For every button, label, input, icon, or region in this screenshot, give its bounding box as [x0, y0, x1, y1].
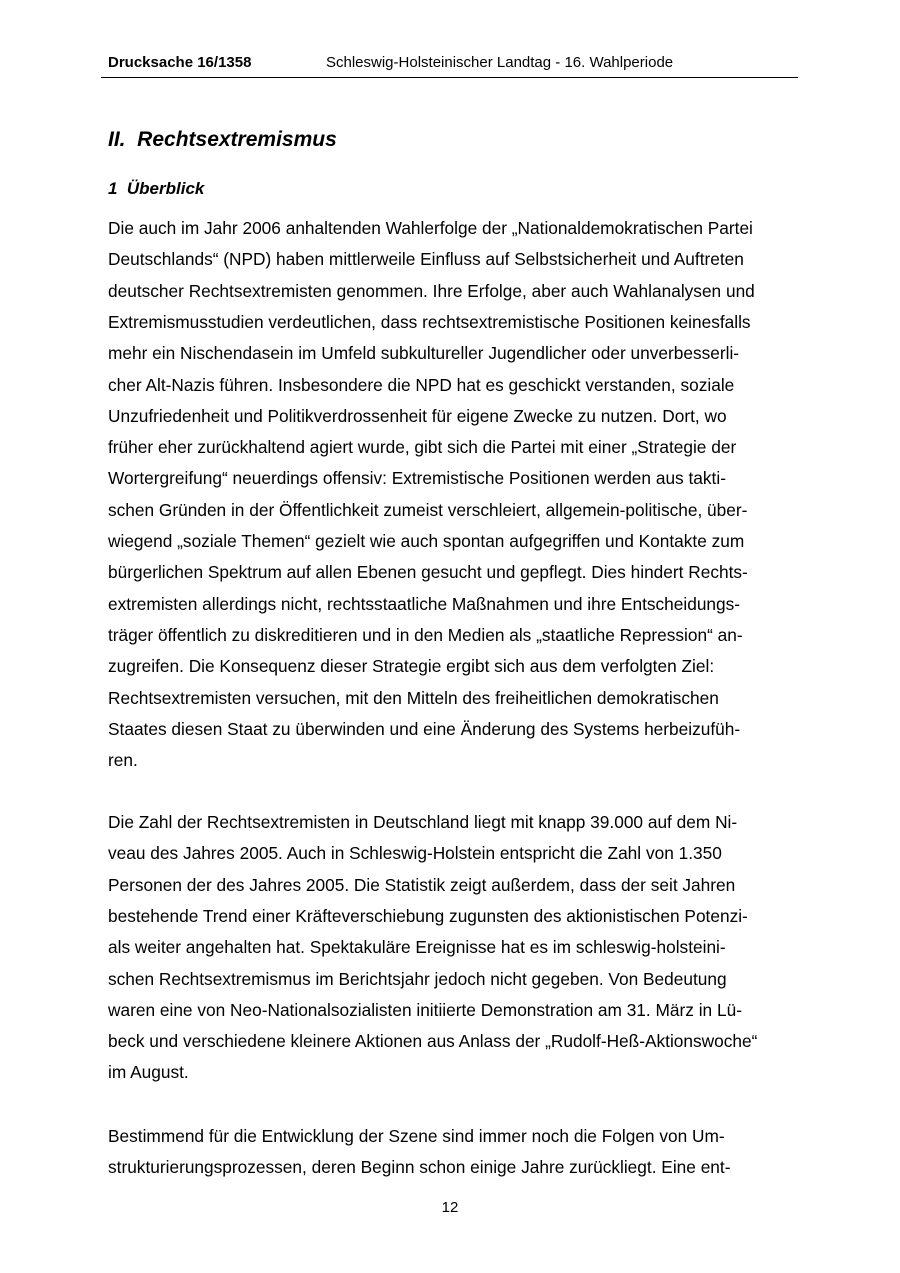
- body-line: bürgerlichen Spektrum auf allen Ebenen gesucht und gepflegt. Dies hindert Rechts-: [108, 562, 748, 583]
- body-line: deutscher Rechtsextremisten genommen. Ihre Erfolge, aber auch Wahlanalysen und: [108, 280, 755, 301]
- body-line: bestehende Trend einer Kräfteverschiebung zugunsten des aktionistischen Potenzi-: [108, 905, 748, 926]
- document-number: Drucksache 16/1358: [108, 54, 252, 71]
- body-line: Staates diesen Staat zu überwinden und eine Änderung des Systems herbeizufüh-: [108, 718, 741, 739]
- body-line: veau des Jahres 2005. Auch in Schleswig-Holstein entspricht die Zahl von 1.350: [108, 843, 722, 864]
- section-heading: 1 Überblick: [108, 179, 205, 198]
- body-line: Wortergreifung“ neuerdings offensiv: Extremistische Positionen werden aus takti-: [108, 468, 726, 489]
- page-header: [101, 52, 798, 78]
- body-line: schen Gründen in der Öffentlichkeit zumeist verschleiert, allgemein-politische, über-: [108, 499, 748, 520]
- body-line: Personen der des Jahres 2005. Die Statistik zeigt außerdem, dass der seit Jahren: [108, 874, 736, 895]
- body-line: im August.: [108, 1062, 189, 1083]
- body-line: Extremismusstudien verdeutlichen, dass rechtsextremistische Positionen keinesfalls: [108, 311, 751, 332]
- body-line: Unzufriedenheit und Politikverdrossenheit für eigene Zwecke zu nutzen. Dort, wo: [108, 405, 727, 426]
- body-line: als weiter angehalten hat. Spektakuläre Ereignisse hat es im schleswig-holsteini-: [108, 937, 726, 958]
- body-line: Rechtsextremisten versuchen, mit den Mitteln des freiheitlichen demokratischen: [108, 687, 719, 708]
- parliament-title: Schleswig-Holsteinischer Landtag - 16. Wahlperiode: [326, 54, 674, 71]
- body-line: Die Zahl der Rechtsextremisten in Deutschland liegt mit knapp 39.000 auf dem Ni-: [108, 812, 738, 832]
- chapter-heading: II. Rechtsextremismus: [108, 128, 337, 151]
- body-line: extremisten allerdings nicht, rechtsstaatliche Maßnahmen und ihre Entscheidungs-: [108, 593, 741, 614]
- body-line: träger öffentlich zu diskreditieren und in den Medien als „staatliche Repression“ an-: [108, 624, 743, 645]
- body-line: ren.: [108, 750, 138, 771]
- body-line: waren eine von Neo-Nationalsozialisten initiierte Demonstration am 31. März in Lü-: [108, 999, 742, 1020]
- body-line: mehr ein Nischendasein im Umfeld subkultureller Jugendlicher oder unverbesserli-: [108, 343, 740, 364]
- body-line: schen Rechtsextremismus im Berichtsjahr jedoch nicht gegeben. Von Bedeutung: [108, 968, 727, 989]
- body-line: zugreifen. Die Konsequenz dieser Strategie ergibt sich aus dem verfolgten Ziel:: [108, 656, 715, 677]
- body-line: Die auch im Jahr 2006 anhaltenden Wahlerfolge der „Nationaldemokratischen Partei: [108, 218, 753, 238]
- body-line: beck und verschiedene kleinere Aktionen aus Anlass der „Rudolf-Heß-Aktionswoche“: [108, 1031, 758, 1052]
- body-line: Deutschlands“ (NPD) haben mittlerweile Einfluss auf Selbstsicherheit und Auftreten: [108, 249, 744, 270]
- body-line: früher eher zurückhaltend agiert wurde, gibt sich die Partei mit einer „Strategie der: [108, 437, 737, 458]
- body-line: wiegend „soziale Themen“ gezielt wie auch spontan aufgegriffen und Kontakte zum: [108, 531, 745, 551]
- body-line: strukturierungsprozessen, deren Beginn schon einige Jahre zurückliegt. Eine ent-: [108, 1157, 731, 1178]
- page-number: 12: [441, 1199, 459, 1216]
- body-line: cher Alt-Nazis führen. Insbesondere die NPD hat es geschickt verstanden, soziale: [108, 374, 735, 395]
- body-line: Bestimmend für die Entwicklung der Szene sind immer noch die Folgen von Um-: [108, 1126, 725, 1146]
